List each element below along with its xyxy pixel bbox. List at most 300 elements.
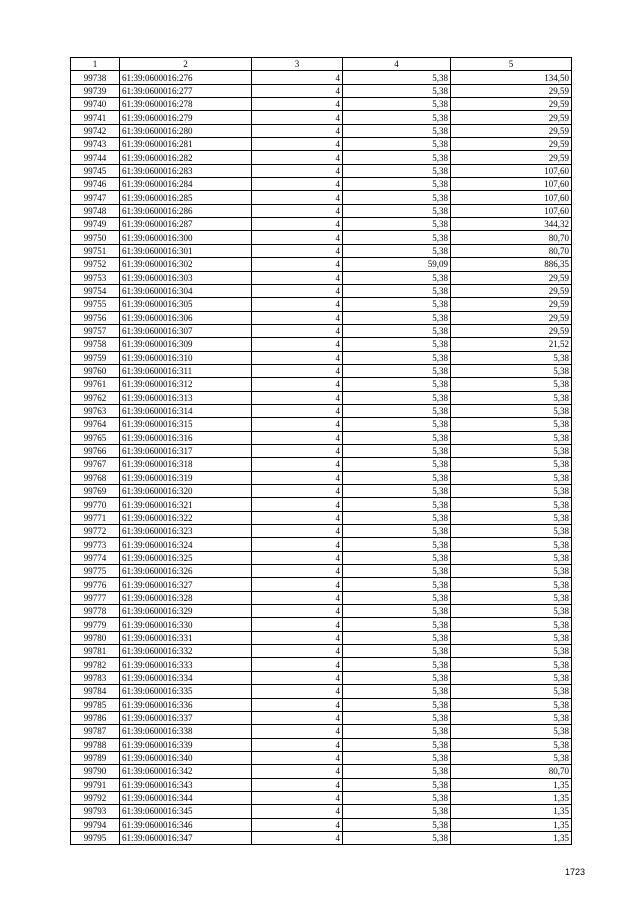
- table-body: [71, 71, 572, 845]
- value-4-cell: 5,38: [343, 805, 451, 818]
- value-4-cell: 5,38: [343, 618, 451, 631]
- value-5-cell: 29,59: [451, 111, 572, 124]
- value-3-cell: 4: [252, 831, 343, 844]
- cadastral-number-cell: 61:39:0600016:346: [120, 818, 252, 831]
- value-5-cell: 80,70: [451, 231, 572, 244]
- cadastral-number-cell: 61:39:0600016:284: [120, 178, 252, 191]
- value-4-cell: 5,38: [343, 765, 451, 778]
- value-4-cell: 5,38: [343, 204, 451, 217]
- table-row: [71, 498, 572, 511]
- value-4-cell: 5,38: [343, 818, 451, 831]
- table-row: [71, 551, 572, 564]
- value-5-cell: 21,52: [451, 338, 572, 351]
- value-4-cell: 5,38: [343, 791, 451, 804]
- row-number-cell: 99765: [71, 431, 120, 444]
- header-row: [71, 58, 572, 71]
- value-5-cell: 5,38: [451, 605, 572, 618]
- value-3-cell: 4: [252, 591, 343, 604]
- table-row: [71, 565, 572, 578]
- value-5-cell: 5,38: [451, 471, 572, 484]
- value-4-cell: 5,38: [343, 458, 451, 471]
- cadastral-number-cell: 61:39:0600016:334: [120, 671, 252, 684]
- row-number-cell: 99795: [71, 831, 120, 844]
- row-number-cell: 99738: [71, 71, 120, 84]
- cadastral-number-cell: 61:39:0600016:328: [120, 591, 252, 604]
- value-5-cell: 1,35: [451, 818, 572, 831]
- page-number: 1723: [564, 867, 585, 877]
- cadastral-number-cell: 61:39:0600016:324: [120, 538, 252, 551]
- value-3-cell: 4: [252, 391, 343, 404]
- value-4-cell: 5,38: [343, 71, 451, 84]
- table-row: [71, 138, 572, 151]
- value-3-cell: 4: [252, 578, 343, 591]
- value-5-cell: 5,38: [451, 618, 572, 631]
- value-4-cell: 5,38: [343, 311, 451, 324]
- value-4-cell: 5,38: [343, 565, 451, 578]
- table-row: [71, 418, 572, 431]
- value-5-cell: 29,59: [451, 124, 572, 137]
- value-5-cell: 134,50: [451, 71, 572, 84]
- value-3-cell: 4: [252, 551, 343, 564]
- value-3-cell: 4: [252, 485, 343, 498]
- value-5-cell: 5,38: [451, 538, 572, 551]
- row-number-cell: 99789: [71, 751, 120, 764]
- value-5-cell: 5,38: [451, 738, 572, 751]
- value-5-cell: 1,35: [451, 791, 572, 804]
- cadastral-number-cell: 61:39:0600016:313: [120, 391, 252, 404]
- row-number-cell: 99763: [71, 404, 120, 417]
- value-3-cell: 4: [252, 324, 343, 337]
- value-5-cell: 107,60: [451, 178, 572, 191]
- value-5-cell: 5,38: [451, 351, 572, 364]
- row-number-cell: 99758: [71, 338, 120, 351]
- table-row: [71, 378, 572, 391]
- row-number-cell: 99756: [71, 311, 120, 324]
- value-4-cell: 5,38: [343, 671, 451, 684]
- row-number-cell: 99748: [71, 204, 120, 217]
- table-row: [71, 298, 572, 311]
- table-row: [71, 404, 572, 417]
- row-number-cell: 99792: [71, 791, 120, 804]
- value-5-cell: 29,59: [451, 151, 572, 164]
- value-4-cell: 5,38: [343, 98, 451, 111]
- value-5-cell: 5,38: [451, 498, 572, 511]
- value-3-cell: 4: [252, 71, 343, 84]
- table-row: [71, 818, 572, 831]
- value-5-cell: 29,59: [451, 271, 572, 284]
- row-number-cell: 99777: [71, 591, 120, 604]
- value-4-cell: 5,38: [343, 725, 451, 738]
- value-5-cell: 5,38: [451, 525, 572, 538]
- value-3-cell: 4: [252, 471, 343, 484]
- value-4-cell: 5,38: [343, 511, 451, 524]
- table-row: [71, 338, 572, 351]
- value-5-cell: 1,35: [451, 778, 572, 791]
- cadastral-number-cell: 61:39:0600016:344: [120, 791, 252, 804]
- cadastral-number-cell: 61:39:0600016:307: [120, 324, 252, 337]
- value-3-cell: 4: [252, 698, 343, 711]
- row-number-cell: 99768: [71, 471, 120, 484]
- value-3-cell: 4: [252, 431, 343, 444]
- value-3-cell: 4: [252, 444, 343, 457]
- value-4-cell: 5,38: [343, 591, 451, 604]
- table-row: [71, 271, 572, 284]
- cadastral-number-cell: 61:39:0600016:343: [120, 778, 252, 791]
- cadastral-number-cell: 61:39:0600016:333: [120, 658, 252, 671]
- cadastral-number-cell: 61:39:0600016:320: [120, 485, 252, 498]
- value-3-cell: 4: [252, 711, 343, 724]
- value-4-cell: 5,38: [343, 525, 451, 538]
- value-5-cell: 29,59: [451, 98, 572, 111]
- row-number-cell: 99745: [71, 164, 120, 177]
- cadastral-number-cell: 61:39:0600016:306: [120, 311, 252, 324]
- cadastral-number-cell: 61:39:0600016:311: [120, 364, 252, 377]
- value-4-cell: 5,38: [343, 338, 451, 351]
- cadastral-number-cell: 61:39:0600016:319: [120, 471, 252, 484]
- cadastral-number-cell: 61:39:0600016:338: [120, 725, 252, 738]
- value-5-cell: 107,60: [451, 164, 572, 177]
- cadastral-number-cell: 61:39:0600016:283: [120, 164, 252, 177]
- cadastral-number-cell: 61:39:0600016:337: [120, 711, 252, 724]
- table-row: [71, 244, 572, 257]
- row-number-cell: 99774: [71, 551, 120, 564]
- value-4-cell: 5,38: [343, 178, 451, 191]
- value-3-cell: 4: [252, 458, 343, 471]
- table-row: [71, 71, 572, 84]
- value-5-cell: 5,38: [451, 364, 572, 377]
- table-row: [71, 751, 572, 764]
- cadastral-number-cell: 61:39:0600016:327: [120, 578, 252, 591]
- table-row: [71, 618, 572, 631]
- value-5-cell: 29,59: [451, 298, 572, 311]
- table-row: [71, 258, 572, 271]
- cadastral-number-cell: 61:39:0600016:310: [120, 351, 252, 364]
- table-row: [71, 191, 572, 204]
- table-row: [71, 578, 572, 591]
- row-number-cell: 99761: [71, 378, 120, 391]
- value-4-cell: 5,38: [343, 485, 451, 498]
- table-row: [71, 725, 572, 738]
- cadastral-number-cell: 61:39:0600016:347: [120, 831, 252, 844]
- value-5-cell: 1,35: [451, 805, 572, 818]
- value-5-cell: 5,38: [451, 711, 572, 724]
- value-3-cell: 4: [252, 498, 343, 511]
- row-number-cell: 99741: [71, 111, 120, 124]
- table-row: [71, 671, 572, 684]
- row-number-cell: 99775: [71, 565, 120, 578]
- value-5-cell: 344,32: [451, 218, 572, 231]
- table-row: [71, 324, 572, 337]
- column-header-5: 5: [451, 58, 572, 71]
- value-5-cell: 5,38: [451, 725, 572, 738]
- value-3-cell: 4: [252, 164, 343, 177]
- row-number-cell: 99766: [71, 444, 120, 457]
- value-4-cell: 5,38: [343, 391, 451, 404]
- value-4-cell: 5,38: [343, 244, 451, 257]
- cadastral-number-cell: 61:39:0600016:276: [120, 71, 252, 84]
- value-3-cell: 4: [252, 658, 343, 671]
- column-header-2: 2: [120, 58, 252, 71]
- cadastral-number-cell: 61:39:0600016:285: [120, 191, 252, 204]
- value-3-cell: 4: [252, 538, 343, 551]
- cadastral-number-cell: 61:39:0600016:321: [120, 498, 252, 511]
- value-5-cell: 5,38: [451, 418, 572, 431]
- value-3-cell: 4: [252, 751, 343, 764]
- value-4-cell: 5,38: [343, 151, 451, 164]
- row-number-cell: 99746: [71, 178, 120, 191]
- row-number-cell: 99793: [71, 805, 120, 818]
- cadastral-number-cell: 61:39:0600016:323: [120, 525, 252, 538]
- row-number-cell: 99787: [71, 725, 120, 738]
- value-5-cell: 80,70: [451, 244, 572, 257]
- table-row: [71, 351, 572, 364]
- value-4-cell: 5,38: [343, 631, 451, 644]
- value-4-cell: 5,38: [343, 111, 451, 124]
- table-row: [71, 645, 572, 658]
- value-3-cell: 4: [252, 98, 343, 111]
- cadastral-number-cell: 61:39:0600016:332: [120, 645, 252, 658]
- row-number-cell: 99794: [71, 818, 120, 831]
- value-4-cell: 5,38: [343, 831, 451, 844]
- table-row: [71, 711, 572, 724]
- row-number-cell: 99747: [71, 191, 120, 204]
- row-number-cell: 99784: [71, 685, 120, 698]
- value-5-cell: 29,59: [451, 138, 572, 151]
- row-number-cell: 99782: [71, 658, 120, 671]
- row-number-cell: 99750: [71, 231, 120, 244]
- value-5-cell: 29,59: [451, 324, 572, 337]
- cadastral-number-cell: 61:39:0600016:336: [120, 698, 252, 711]
- cadastral-number-cell: 61:39:0600016:331: [120, 631, 252, 644]
- value-5-cell: 29,59: [451, 84, 572, 97]
- row-number-cell: 99769: [71, 485, 120, 498]
- value-4-cell: 5,38: [343, 605, 451, 618]
- cadastral-number-cell: 61:39:0600016:301: [120, 244, 252, 257]
- value-4-cell: 5,38: [343, 138, 451, 151]
- row-number-cell: 99739: [71, 84, 120, 97]
- value-3-cell: 4: [252, 631, 343, 644]
- value-3-cell: 4: [252, 404, 343, 417]
- value-4-cell: 5,38: [343, 498, 451, 511]
- value-3-cell: 4: [252, 765, 343, 778]
- cadastral-number-cell: 61:39:0600016:326: [120, 565, 252, 578]
- cadastral-number-cell: 61:39:0600016:303: [120, 271, 252, 284]
- value-5-cell: 80,70: [451, 765, 572, 778]
- cadastral-number-cell: 61:39:0600016:335: [120, 685, 252, 698]
- value-3-cell: 4: [252, 725, 343, 738]
- cadastral-number-cell: 61:39:0600016:305: [120, 298, 252, 311]
- table-row: [71, 591, 572, 604]
- value-4-cell: 5,38: [343, 658, 451, 671]
- cadastral-number-cell: 61:39:0600016:314: [120, 404, 252, 417]
- value-4-cell: 5,38: [343, 404, 451, 417]
- table-row: [71, 444, 572, 457]
- value-4-cell: 5,38: [343, 191, 451, 204]
- table-row: [71, 111, 572, 124]
- value-4-cell: 5,38: [343, 645, 451, 658]
- value-5-cell: 5,38: [451, 565, 572, 578]
- table-row: [71, 698, 572, 711]
- cadastral-number-cell: 61:39:0600016:325: [120, 551, 252, 564]
- value-5-cell: 5,38: [451, 458, 572, 471]
- table-row: [71, 658, 572, 671]
- table-row: [71, 765, 572, 778]
- value-4-cell: 5,38: [343, 84, 451, 97]
- cadastral-number-cell: 61:39:0600016:304: [120, 284, 252, 297]
- value-3-cell: 4: [252, 178, 343, 191]
- value-5-cell: 5,38: [451, 431, 572, 444]
- value-3-cell: 4: [252, 738, 343, 751]
- row-number-cell: 99740: [71, 98, 120, 111]
- row-number-cell: 99791: [71, 778, 120, 791]
- value-5-cell: 5,38: [451, 631, 572, 644]
- row-number-cell: 99771: [71, 511, 120, 524]
- cadastral-number-cell: 61:39:0600016:322: [120, 511, 252, 524]
- table-row: [71, 778, 572, 791]
- row-number-cell: 99778: [71, 605, 120, 618]
- value-5-cell: 5,38: [451, 751, 572, 764]
- value-4-cell: 5,38: [343, 418, 451, 431]
- cadastral-number-cell: 61:39:0600016:280: [120, 124, 252, 137]
- value-5-cell: 5,38: [451, 551, 572, 564]
- value-4-cell: 5,38: [343, 231, 451, 244]
- value-4-cell: 5,38: [343, 711, 451, 724]
- value-4-cell: 5,38: [343, 738, 451, 751]
- value-5-cell: 5,38: [451, 645, 572, 658]
- value-5-cell: 5,38: [451, 511, 572, 524]
- row-number-cell: 99788: [71, 738, 120, 751]
- row-number-cell: 99770: [71, 498, 120, 511]
- table-row: [71, 631, 572, 644]
- value-3-cell: 4: [252, 778, 343, 791]
- row-number-cell: 99759: [71, 351, 120, 364]
- value-3-cell: 4: [252, 284, 343, 297]
- row-number-cell: 99762: [71, 391, 120, 404]
- table-row: [71, 204, 572, 217]
- cadastral-number-cell: 61:39:0600016:278: [120, 98, 252, 111]
- cadastral-number-cell: 61:39:0600016:277: [120, 84, 252, 97]
- value-5-cell: 29,59: [451, 311, 572, 324]
- value-3-cell: 4: [252, 645, 343, 658]
- value-4-cell: 5,38: [343, 351, 451, 364]
- table-row: [71, 231, 572, 244]
- value-5-cell: 5,38: [451, 671, 572, 684]
- value-4-cell: 5,38: [343, 364, 451, 377]
- table-row: [71, 605, 572, 618]
- value-3-cell: 4: [252, 338, 343, 351]
- cadastral-number-cell: 61:39:0600016:345: [120, 805, 252, 818]
- value-5-cell: 1,35: [451, 831, 572, 844]
- cadastral-number-cell: 61:39:0600016:339: [120, 738, 252, 751]
- value-3-cell: 4: [252, 271, 343, 284]
- value-3-cell: 4: [252, 191, 343, 204]
- value-4-cell: 5,38: [343, 444, 451, 457]
- value-3-cell: 4: [252, 151, 343, 164]
- value-3-cell: 4: [252, 671, 343, 684]
- row-number-cell: 99780: [71, 631, 120, 644]
- value-3-cell: 4: [252, 605, 343, 618]
- value-5-cell: 5,38: [451, 485, 572, 498]
- table-row: [71, 738, 572, 751]
- table-row: [71, 685, 572, 698]
- value-3-cell: 4: [252, 805, 343, 818]
- cadastral-number-cell: 61:39:0600016:286: [120, 204, 252, 217]
- table-row: [71, 164, 572, 177]
- value-3-cell: 4: [252, 84, 343, 97]
- cadastral-number-cell: 61:39:0600016:340: [120, 751, 252, 764]
- cadastral-number-cell: 61:39:0600016:318: [120, 458, 252, 471]
- table-row: [71, 431, 572, 444]
- table-row: [71, 98, 572, 111]
- row-number-cell: 99753: [71, 271, 120, 284]
- value-3-cell: 4: [252, 351, 343, 364]
- value-3-cell: 4: [252, 204, 343, 217]
- value-5-cell: 886,35: [451, 258, 572, 271]
- row-number-cell: 99749: [71, 218, 120, 231]
- value-5-cell: 5,38: [451, 444, 572, 457]
- value-4-cell: 5,38: [343, 218, 451, 231]
- value-4-cell: 5,38: [343, 431, 451, 444]
- value-3-cell: 4: [252, 364, 343, 377]
- cadastral-number-cell: 61:39:0600016:302: [120, 258, 252, 271]
- value-5-cell: 5,38: [451, 698, 572, 711]
- row-number-cell: 99760: [71, 364, 120, 377]
- cadastral-number-cell: 61:39:0600016:329: [120, 605, 252, 618]
- row-number-cell: 99764: [71, 418, 120, 431]
- table-row: [71, 471, 572, 484]
- value-3-cell: 4: [252, 378, 343, 391]
- row-number-cell: 99790: [71, 765, 120, 778]
- table-row: [71, 391, 572, 404]
- value-5-cell: 5,38: [451, 578, 572, 591]
- value-5-cell: 5,38: [451, 378, 572, 391]
- value-4-cell: 59,09: [343, 258, 451, 271]
- value-3-cell: 4: [252, 311, 343, 324]
- row-number-cell: 99781: [71, 645, 120, 658]
- value-5-cell: 5,38: [451, 591, 572, 604]
- row-number-cell: 99743: [71, 138, 120, 151]
- value-3-cell: 4: [252, 418, 343, 431]
- value-3-cell: 4: [252, 138, 343, 151]
- value-4-cell: 5,38: [343, 578, 451, 591]
- value-4-cell: 5,38: [343, 538, 451, 551]
- value-3-cell: 4: [252, 124, 343, 137]
- table-row: [71, 525, 572, 538]
- value-5-cell: 107,60: [451, 204, 572, 217]
- value-4-cell: 5,38: [343, 551, 451, 564]
- table-row: [71, 124, 572, 137]
- value-3-cell: 4: [252, 818, 343, 831]
- column-header-4: 4: [343, 58, 451, 71]
- value-4-cell: 5,38: [343, 284, 451, 297]
- column-header-1: 1: [71, 58, 120, 71]
- value-5-cell: 29,59: [451, 284, 572, 297]
- cadastral-number-cell: 61:39:0600016:300: [120, 231, 252, 244]
- cadastral-number-cell: 61:39:0600016:309: [120, 338, 252, 351]
- cadastral-number-cell: 61:39:0600016:282: [120, 151, 252, 164]
- table-row: [71, 284, 572, 297]
- row-number-cell: 99755: [71, 298, 120, 311]
- row-number-cell: 99754: [71, 284, 120, 297]
- value-3-cell: 4: [252, 565, 343, 578]
- row-number-cell: 99779: [71, 618, 120, 631]
- cadastral-number-cell: 61:39:0600016:317: [120, 444, 252, 457]
- value-3-cell: 4: [252, 218, 343, 231]
- table-row: [71, 538, 572, 551]
- value-4-cell: 5,38: [343, 378, 451, 391]
- value-4-cell: 5,38: [343, 164, 451, 177]
- row-number-cell: 99773: [71, 538, 120, 551]
